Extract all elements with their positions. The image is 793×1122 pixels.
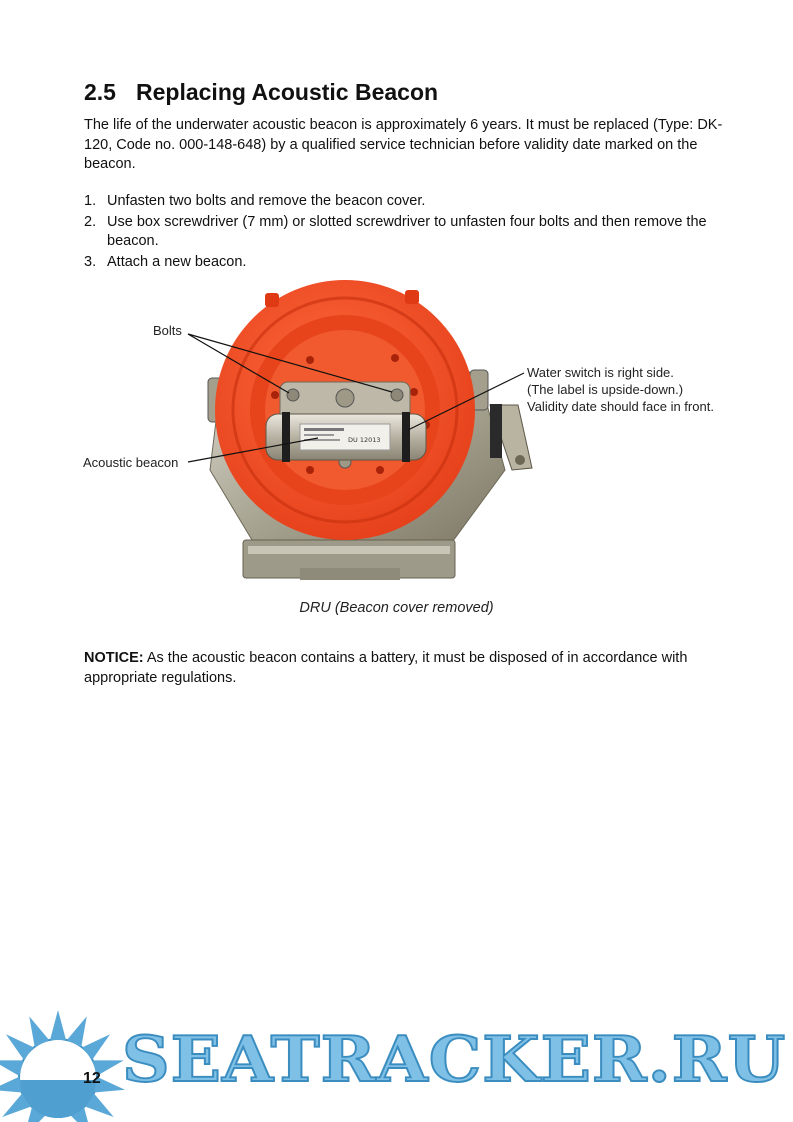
watermark-text: SEATRACKER.RU <box>122 1021 787 1097</box>
step-number: 3. <box>84 253 97 270</box>
notice-paragraph <box>84 649 724 688</box>
beacon-label-text: DU 12013 <box>348 436 381 444</box>
callout-bolts: Bolts <box>153 323 182 338</box>
acoustic-beacon <box>266 382 426 468</box>
notice-text: As the acoustic beacon contains a battery, it must be disposed of in accordance with appropriate regulations. <box>84 650 688 686</box>
callout-water-switch <box>527 364 714 415</box>
section-title: Replacing Acoustic Beacon <box>136 79 439 105</box>
step-number: 1. <box>84 193 97 209</box>
step-number: 2. <box>84 213 97 230</box>
callout-acoustic-beacon: Acoustic beacon <box>83 455 179 470</box>
callout-line: Validity date should face in front. <box>527 399 714 414</box>
callout-line: Water switch is right side. <box>527 365 674 380</box>
step-text: Attach a new beacon. <box>107 253 247 270</box>
section-number: 2.5 <box>84 79 116 105</box>
page-number: 12 <box>83 1070 101 1087</box>
step-text: Use box screwdriver (7 mm) or slotted screwdriver to unfasten four bolts and then remove the beacon. <box>107 213 707 249</box>
figure-caption: DRU (Beacon cover removed) <box>299 600 494 616</box>
step-text: Unfasten two bolts and remove the beacon cover. <box>107 193 426 209</box>
notice-label: NOTICE: <box>84 650 144 666</box>
intro-paragraph: The life of the underwater acoustic beacon is approximately 6 years. It must be replaced (Type: DK-120, Code no. 000-148-648) by a qualified service technician before validity date marked on the beacon. <box>84 117 723 172</box>
callout-line: (The label is upside-down.) <box>527 382 684 397</box>
